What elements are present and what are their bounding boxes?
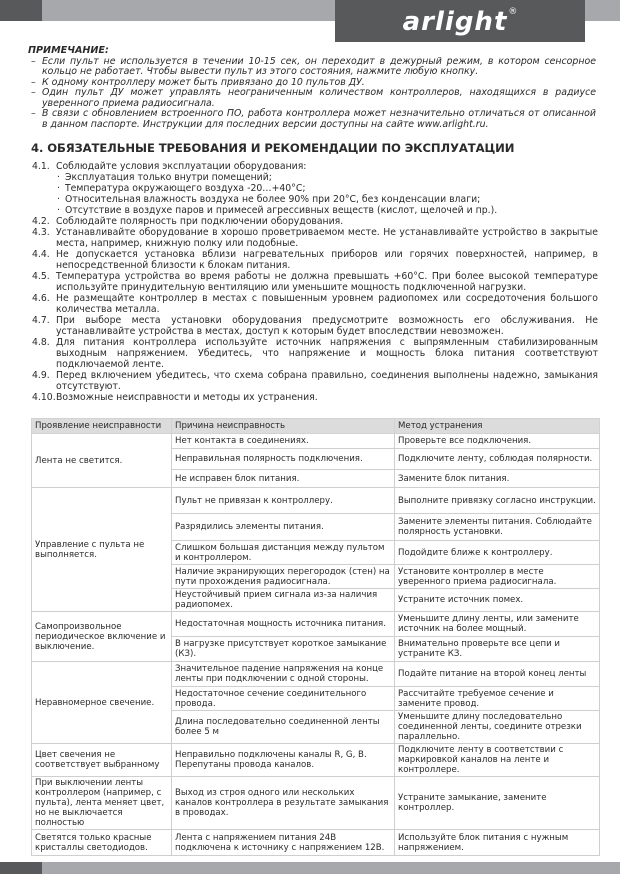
table-row (32, 488, 600, 514)
requirement-text: Соблюдайте полярность при подключении оборудования. (56, 216, 344, 227)
requirement-text: Устанавливайте оборудование в хорошо проветриваемом месте. Не устанавливайте устройство в закрытые места, например, книжную полку или подобные. (56, 227, 598, 249)
requirement-item (32, 370, 598, 392)
cause-cell: Наличие экранирующих перегородок (стен) на пути прохождения радиосигнала. (172, 565, 395, 589)
cause-cell: Значительное падение напряжения на конце ленты при подключении с одной стороны. (172, 662, 395, 687)
remedy-cell: Подайте питание на второй конец ленты (395, 662, 600, 687)
remedy-cell: Выполните привязку согласно инструкции. (395, 488, 600, 514)
bullet-text: Относительная влажность воздуха не более 90% при 20°C, без конденсации влаги; (65, 194, 481, 205)
requirement-text: Температура устройства во время работы не должна превышать +60°C. При более высокой температуре используйте принудительную вентиляцию или уменьшите мощность подключенной нагрузки. (56, 271, 598, 293)
remedy-cell: Устраните источник помех. (395, 589, 600, 612)
dash-icon: – (31, 108, 36, 119)
requirement-text: Возможные неисправности и методы их устранения. (56, 392, 318, 403)
cause-cell: Пульт не привязан к контроллеру. (172, 488, 395, 514)
table-row (32, 662, 600, 687)
dash-icon: – (31, 76, 36, 88)
requirement-item (32, 337, 598, 370)
requirement-number: 4.3. (32, 227, 50, 238)
cause-cell: Лента с напряжением питания 24В подключена к источнику с напряжением 12В. (172, 830, 395, 856)
column-header-remedy: Метод устранения (395, 419, 600, 434)
note-item-text: В связи с обновлением встроенного ПО, работа контроллера может незначительно отличаться от описанной в данном паспорте. Инструкции для последних версии доступны на сайте www.arlight.ru. (42, 108, 596, 130)
remedy-cell: Внимательно проверьте все цепи и устраните КЗ. (395, 637, 600, 662)
remedy-cell: Замените блок питания. (395, 470, 600, 488)
requirement-text: Не размещайте контроллер в местах с повышенным уровнем радиопомех или сосредоточения большого количества металла. (56, 293, 598, 315)
symptom-cell: Самопроизвольное периодическое включение и выключение. (32, 612, 172, 662)
remedy-cell: Используйте блок питания с нужным напряжением. (395, 830, 600, 856)
requirement-number: 4.1. (32, 161, 50, 172)
requirement-number: 4.4. (32, 249, 50, 260)
table-row (32, 830, 600, 856)
cause-cell: Длина последовательно соединенной ленты более 5 м (172, 711, 395, 744)
remedy-cell: Проверьте все подключения. (395, 434, 600, 449)
requirement-number: 4.8. (32, 337, 50, 348)
table-row (32, 612, 600, 637)
cause-cell: Нет контакта в соединениях. (172, 434, 395, 449)
bullet-text: Температура окружающего воздуха -20…+40°C; (65, 183, 306, 194)
requirement-bullet (32, 172, 598, 183)
remedy-cell: Подойдите ближе к контроллеру. (395, 541, 600, 565)
bullet-icon: · (57, 172, 60, 183)
table-row (32, 777, 600, 830)
requirement-item (32, 293, 598, 315)
column-header-cause: Причина неисправность (172, 419, 395, 434)
cause-cell: Неправильно подключены каналы R, G, B. Перепутаны провода каналов. (172, 744, 395, 777)
symptom-cell: При выключении ленты контроллером (например, с пульта), лента меняет цвет, но не выключается полностью (32, 777, 172, 830)
requirement-text: Соблюдайте условия эксплуатации оборудования: (56, 161, 307, 172)
logo-text: arlight (402, 7, 508, 37)
cause-cell: В нагрузке присутствует короткое замыкание (КЗ). (172, 637, 395, 662)
symptom-cell: Управление с пульта не выполняется. (32, 488, 172, 612)
table-row (32, 434, 600, 449)
cause-cell: Выход из строя одного или нескольких каналов контроллера в результате замыкания в проводах. (172, 777, 395, 830)
requirement-item (32, 392, 598, 403)
requirement-number: 4.7. (32, 315, 50, 326)
requirement-number: 4.9. (32, 370, 50, 381)
requirement-item (32, 315, 598, 337)
remedy-cell: Рассчитайте требуемое сечение и замените провод. (395, 687, 600, 711)
remedy-cell: Установите контроллер в месте уверенного приема радиосигнала. (395, 565, 600, 589)
brand-logo (335, 0, 585, 42)
remedy-cell: Подключите ленту в соответствии с маркировкой каналов на ленте и контроллере. (395, 744, 600, 777)
note-block (28, 46, 596, 130)
requirement-bullet (32, 183, 598, 194)
symptom-cell: Цвет свечения не соответствует выбранному (32, 744, 172, 777)
requirement-text: Не допускается установка вблизи нагревательных приборов или горячих поверхностей, например, в непосредственной близости к блокам питания. (56, 249, 598, 271)
bullet-icon: · (57, 183, 60, 194)
note-item (28, 57, 596, 78)
cause-cell: Недостаточное сечение соединительного провода. (172, 687, 395, 711)
requirement-number: 4.10. (32, 392, 56, 403)
remedy-cell: Замените элементы питания. Соблюдайте полярность установки. (395, 514, 600, 541)
requirement-number: 4.5. (32, 271, 50, 282)
remedy-cell: Уменьшите длину последовательно соединенной ленты, соедините отрезки параллельно. (395, 711, 600, 744)
cause-cell: Неправильная полярность подключения. (172, 449, 395, 470)
section-title: 4. ОБЯЗАТЕЛЬНЫЕ ТРЕБОВАНИЯ И РЕКОМЕНДАЦИИ ПО ЭКСПЛУАТАЦИИ (31, 141, 515, 155)
requirement-bullet (32, 205, 598, 216)
symptom-cell: Неравномерное свечение. (32, 662, 172, 744)
note-title: ПРИМЕЧАНИЕ: (28, 45, 109, 56)
cause-cell: Разрядились элементы питания. (172, 514, 395, 541)
troubleshooting-table (31, 418, 600, 856)
requirement-text: При выборе места установки оборудования предусмотрите возможность его обслуживания. Не устанавливайте устройства в местах, доступ к которым будет впоследствии невозможен. (56, 315, 598, 337)
cause-cell: Неустойчивый прием сигнала из-за наличия радиопомех. (172, 589, 395, 612)
requirement-text: Перед включением убедитесь, что схема собрана правильно, соединения выполнены надежно, замыкания отсутствуют. (56, 370, 598, 392)
requirement-item (32, 249, 598, 271)
remedy-cell: Уменьшите длину ленты, или замените источник на более мощный. (395, 612, 600, 637)
bullet-icon: · (57, 205, 60, 216)
registered-mark-icon: ® (508, 7, 518, 17)
bullet-text: Отсутствие в воздухе паров и примесей агрессивных веществ (кислот, щелочей и пр.). (65, 205, 498, 216)
cause-cell: Недостаточная мощность источника питания. (172, 612, 395, 637)
note-item (28, 88, 596, 109)
requirement-number: 4.2. (32, 216, 50, 227)
bullet-text: Эксплуатация только внутри помещений; (65, 172, 272, 183)
remedy-cell: Устраните замыкание, замените контроллер. (395, 777, 600, 830)
symptom-cell: Светятся только красные кристаллы светодиодов. (32, 830, 172, 856)
footer-bar (42, 862, 620, 874)
footer-bar-dark-segment (0, 862, 42, 874)
requirement-item (32, 161, 598, 172)
dash-icon: – (31, 55, 36, 67)
requirement-item (32, 271, 598, 293)
table-header-row (32, 419, 600, 434)
remedy-cell: Подключите ленту, соблюдая полярности. (395, 449, 600, 470)
note-item-text: Если пульт не используется в течении 10-15 сек, он переходит в дежурный режим, в котором сенсорное кольцо не работает. Чтобы вывести пульт из этого состояния, нажмите любую кнопку. (42, 55, 596, 77)
bullet-icon: · (57, 194, 60, 205)
note-item-text: Один пульт ДУ может управлять неограниченным количеством контроллеров, находящихся в радиусе уверенного приема радиосигнала. (42, 87, 596, 109)
requirements-list (32, 161, 598, 403)
column-header-symptom: Проявление неисправности (32, 419, 172, 434)
requirement-bullet (32, 194, 598, 205)
requirement-number: 4.6. (32, 293, 50, 304)
header-bar-dark-segment (0, 0, 42, 21)
cause-cell: Не исправен блок питания. (172, 470, 395, 488)
requirement-text: Для питания контроллера используйте источник напряжения с выпрямленным стабилизированным выходным напряжением. Убедитесь, что напряжение и мощность блока питания соответствуют подключаемой ленте. (56, 337, 598, 370)
requirement-item (32, 216, 598, 227)
table-row (32, 744, 600, 777)
cause-cell: Слишком большая дистанция между пультом и контроллером. (172, 541, 395, 565)
dash-icon: – (31, 87, 36, 98)
note-item-text: К одному контроллеру может быть привязано до 10 пультов ДУ. (42, 76, 365, 88)
note-item (28, 109, 596, 130)
symptom-cell: Лента не светится. (32, 434, 172, 488)
requirement-item (32, 227, 598, 249)
